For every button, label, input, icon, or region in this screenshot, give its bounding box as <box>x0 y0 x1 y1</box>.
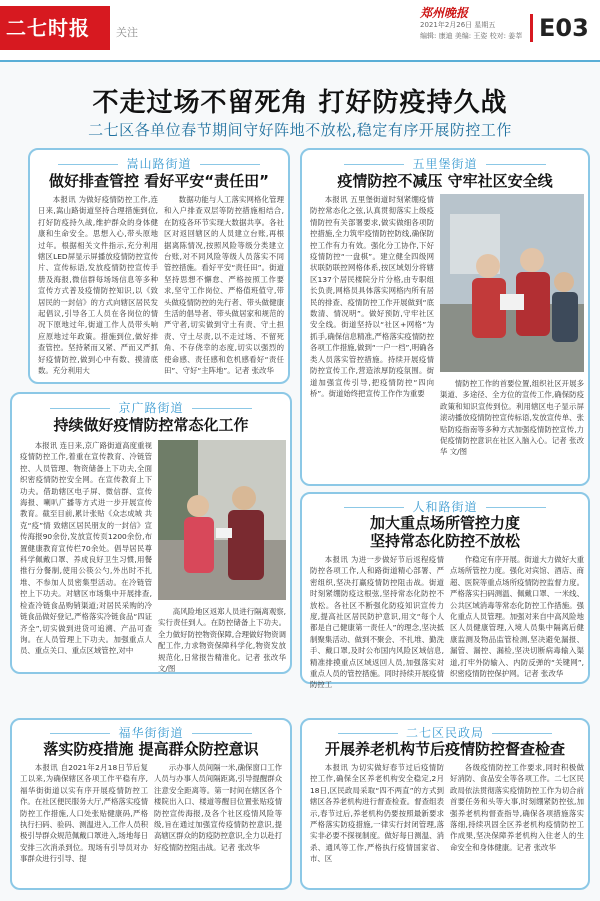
sub-headline: 二七区各单位春节期间守好阵地不放松,稳定有序开展防控工作 <box>88 121 512 139</box>
article-civil-affairs <box>300 718 590 890</box>
issue-date: 2021年2月26日 星期五 <box>420 21 496 29</box>
article-column: 本报讯 自2021年2月18日节后复工以来,为确保辖区各项工作平稳有序,福华街街道以实有序开展疫情防控工作。在社区便民服务大厅,严格落实疫情防控工作措施,人口处张贴健康码,严格执行扫码、验码、测温进入,工作人员积极引导群众规范佩戴口罩进入,场地每日安排三次消杀到位。现场有引导员对办事群众进行引导、提 <box>20 763 148 864</box>
photo-illustration <box>158 440 286 600</box>
article-street: 五里堡街道 <box>302 155 588 172</box>
article-column: 作稳定有序开展。街道大力做好大重点场所管控力度。强化对宾馆、酒店、商超、医院等重点场所疫情防控监督力度。严格落实扫码测温、佩戴口罩、一米线、公共区域消毒等常态化防控工作措施。强化重点人员管理。加强对来自中高风险地区人员健康管理,入境人员集中隔离后健康监测及物品监管检测,坚决避免漏报、漏管、漏控、漏检,坚决切断病毒输入渠道,打牢外防输入、内防反弹的“关键网”,织密疫情防控保护网。记者 张改华 <box>450 555 584 679</box>
editors-line: 编辑: 康迪 美编: 王姿 校对: 姜莘 <box>420 32 523 40</box>
article-renhe <box>300 492 590 690</box>
article-street: 人和路街道 <box>302 498 588 515</box>
article-column: 示办事人员间隔一米,确保窗口工作人员与办事人员间隔距离,引导提醒群众注意安全距离等。第一时间在辖区各个楼院出入口、楼道等醒目位置张贴疫情防控宣传海报,及各个社区疫情风险等级,旨在通过加强宣传疫情防控意识,提高辖区群众的防疫防控意识,全力以赴打好疫情防控阻击战。记者 张改华 <box>154 763 283 852</box>
photo-community-volunteers <box>440 194 584 372</box>
photo-illustration <box>440 194 584 372</box>
section-logo <box>0 6 110 50</box>
paper-name: 郑州晚报 <box>420 6 469 20</box>
article-column: 高风险地区返郑人员进行隔离观察,实行责任到人。在防控储备上下功夫。全力做好防控物资保障,合理做好物资调配工作,力求物资保障科学化,物资发放规范化,日常报告精准化。记者 张改华 文/图 <box>158 607 287 674</box>
article-column: 本报讯 为切实做好春节过后疫情防控工作,确保全区养老机构安全稳定,2月18日,区民政局采取“四不两直”的方式到辖区各养老机构进行督查检查。督查组表示,春节过后,养老机构仍要按照最新要求严格落实防疫措施,一律实行封闭管理,落实非必要不探视制度。做好每日测温、消杀、通风等工作,严格执行疫情国家省、市、区 <box>310 763 444 864</box>
main-headline: 不走过场不留死角 打好防疫持久战 <box>92 88 508 118</box>
article-street: 二七区民政局 <box>302 724 588 741</box>
article-title: 疫情防控不减压 守牢社区安全线 <box>337 172 553 190</box>
section-name: 二七时报 <box>6 16 90 40</box>
photo-street-check <box>158 440 286 600</box>
article-column: 本报讯 连日来,京广路街道高度重视疫情防控工作,着重在宣传教育、冷链管控、人员管理、物资储备上下功夫,全面织密疫情防控安全网。在宣传教育上下功夫。借助辖区电子屏、微信群、宣传海报、喇叭广播等方式进一步开展宣传教育。截至目前,累计张贴《众志成城 共克“疫”情 致辖区居民朋友的一封信》宣传海报90余份,发放宣传页1200余份,布置健康教育宣传栏70余处。倡导居民尊科学佩戴口罩、养成良好卫生习惯,用餐推行分餐制,使用公筷公勺,外出时不扎堆、不参加人员密集型活动。在冷链管控上下功夫。对辖区市场集中开展排查,检查冷链食品购销渠道;对居民采购的冷链食品做好登记,严格落实冷链食品“四证齐全”,切实做到进货可追溯、产品可查询。在人员管理上下功夫。加强重点人员、重点关口、重点区域管控,对中 <box>20 441 152 656</box>
article-title: 持续做好疫情防控常态化工作 <box>53 416 249 434</box>
article-title-line1: 加大重点场所管控力度 <box>369 514 520 532</box>
article-column: 本报讯 为进一步做好节后返程疫情防控各项工作,人和路街道精心部署、严密组织,坚决打赢疫情防控阻击战。街道时刻紧绷防疫这根弦,坚持常态化防控不放松。各社区不断强化防疫知识宣传力度,提高社区居民防护意识,用文“每个人都是自己健康第一责任人”的理念,坚决抵制聚集活动、做到不聚会、不扎堆、勤洗手、戴口罩,及时公布国内风险区域信息,精准排摸重点区域返回人员,加强落实对重点人员的管控措施。同时持续开展疫情防控工 <box>310 555 444 690</box>
article-column: 数据功能与人工落实网格化管理和入户排查双层等防控措施相结合,在防疫各环节实现大数据共享。各社区对返回辖区的人员建立台账,再根据离陈情况,按照风险等级分类建立台账,对不同风险等级人员落实不同管控措施。看好平安“责任田”。街道坚持思想不懈怠、严格按照工作要求,坚守工作岗位、严格值班值守,带头做疫情防控的先行者、带头做健康生活的倡导者、带头做居家和规范的严守者,切实做到守土有责、守土担责、守土尽责,以不走过场、不留死角、不存侥幸的态度,切实以强烈的使命感、责任感和危机感看好“责任田”、守好“主阵地”。记者 张改华 <box>164 195 284 376</box>
article-column: 情防控工作的首要位置,组织社区开展多渠道、多途径、全方位的宣传工作,确保防疫政策和知识宣传到位。利用辖区电子显示屏滚动播放疫情防控宣传标语,发放宣传单、张贴防疫指南等多种方式加强疫情防控宣传,力促疫情防控意识在社区入脑入心。记者 张改华 文/图 <box>440 379 584 457</box>
article-column: 本报讯 为做好疫情防控工作,连日来,嵩山路街道坚持合理措施到位,打好防疫持久战,维护群众的身体健康和生命安全。思想入心,带头原地过年。根据相关文件指示,充分利用辖区LED屏显示屏播放疫情防控宣传片、宣传标语,发放疫情防控宣传手册及海报,微信群每场场信息等多种宣传方式普及疫情防控知识,以《致居民的一封信》的方式向辖区居民发起倡议,引导各工人员在各岗位的情况下原地过年,街道工作人员带头响应原地过年政策。措施到位,做好排查管控。坚持紧而又紧、严而又严抓好疫情防控,做到心中有数、摸清底数。充分利用大 <box>38 195 158 376</box>
focus-label: 关注 <box>116 26 138 39</box>
article-wulibao <box>300 148 590 486</box>
article-fuhuajie <box>10 718 292 890</box>
article-title: 落实防疫措施 提高群众防控意识 <box>43 740 259 758</box>
article-title: 做好排查管控 看好平安“责任田” <box>49 172 269 190</box>
article-street: 嵩山路街道 <box>30 155 288 172</box>
article-songshan <box>28 148 290 384</box>
article-jingguang <box>10 392 292 674</box>
article-title-line2: 坚持常态化防控不放松 <box>369 532 520 550</box>
page-number: E03 <box>530 14 589 42</box>
article-street: 京广路街道 <box>12 399 290 416</box>
article-column: 各级疫情防控工作要求,同时积极做好消防、食品安全等各项工作。二七区民政局依法贯彻落实疫情防控工作为切合前首要任务和头等大事,时刻绷紧防控弦,加强养老机构督查指导,确保各项措施落实落细,持续巩固全区养老机构疫情防控工作成果,坚决保障养老机构入住老人的生命安全和身体健康。记者 张改华 <box>450 763 584 852</box>
article-column: 本报讯 五里堡街道时刻紧绷疫情防控常态化之弦,认真贯彻落实上级疫情防控有关部署要求,做实做细各项防控措施,全力筑牢疫情防控防线,确保防控工作有力有效。强化分工协作,下好疫情防控“一盘棋”。建立健全四级网状联防联控网格体系,按区域划分将辖区137个居民楼院分片分格,由专职组长负责,网格员具体落实网格内所有居民的排查、疫情防控工作开展做到“底数清、情况明”。做好预防,守牢社区安全线。街道坚持以“社区+网格”为抓手,确保信息精准,严格落实疫情防控各项工作措施,做到“一户一档”,明确各类人员落实管控措施。持续开展疫情防控宣传工作,营造浓厚防疫氛围。街道加强宣传引导,把疫情防控“四向桥”。街道始终把宣传工作作为重要 <box>310 195 434 398</box>
masthead <box>0 0 600 62</box>
article-street: 福华街街道 <box>12 724 290 741</box>
article-title: 开展养老机构节后疫情防控督查检查 <box>324 740 565 758</box>
header-divider <box>0 60 600 62</box>
